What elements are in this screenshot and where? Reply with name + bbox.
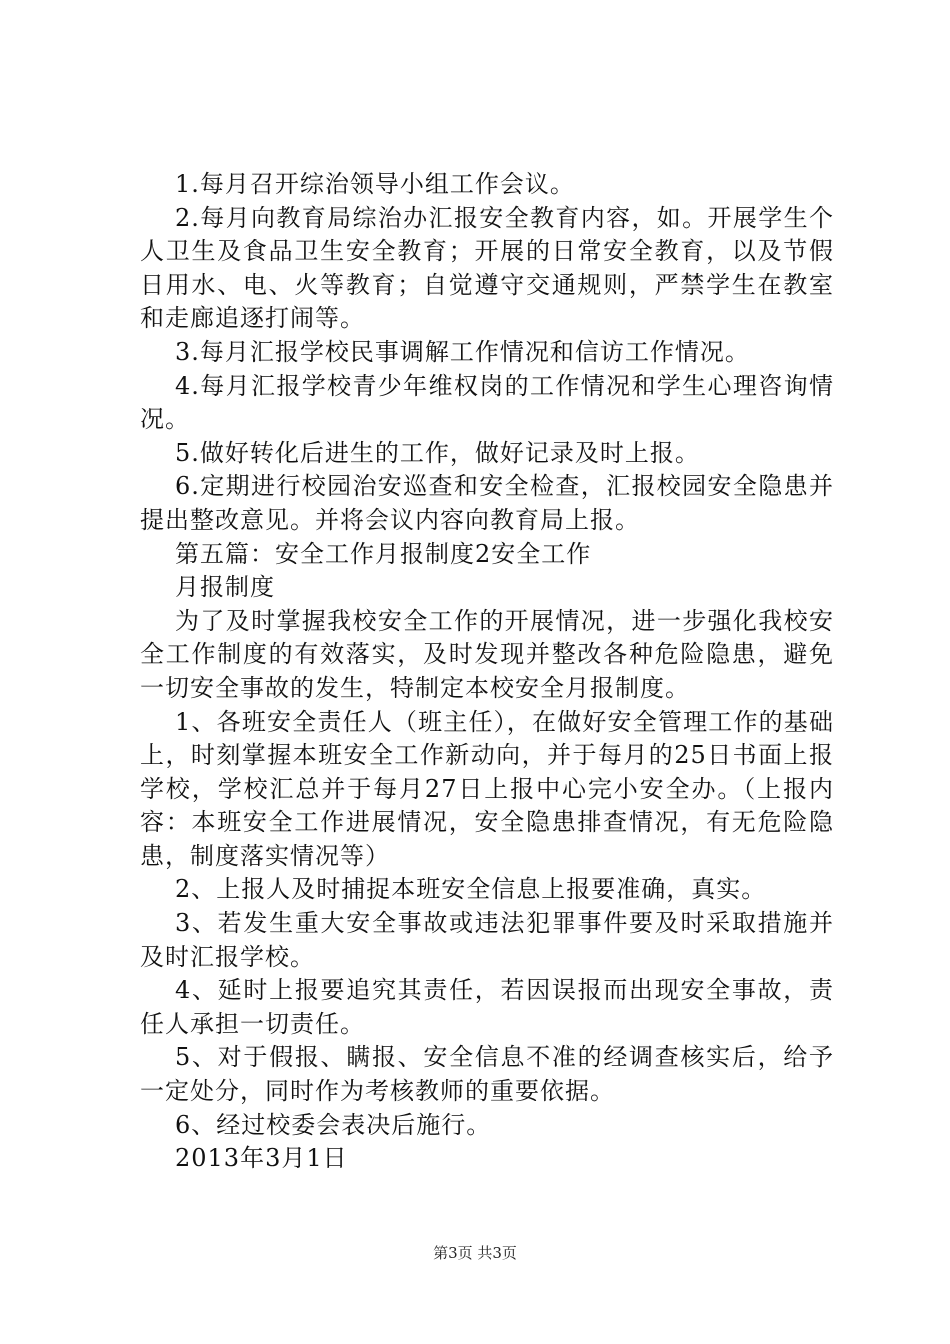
paragraph-item-3: 3.每月汇报学校民事调解工作情况和信访工作情况。 (175, 337, 750, 366)
page-footer: 第3页 共3页 (433, 1244, 517, 1262)
rule-item-5: 5、对于假报、瞒报、安全信息不准的经调查核实后，给予一定处分，同时作为考核教师的重要依据。 (140, 1043, 834, 1106)
section-heading: 第五篇：安全工作月报制度2安全工作 (175, 539, 592, 568)
document-body (140, 168, 834, 1176)
paragraph-item-4: 4.每月汇报学校青少年维权岗的工作情况和学生心理咨询情况。 (140, 371, 834, 434)
paragraph-item-2: 2.每月向教育局综治办汇报安全教育内容，如。开展学生个人卫生及食品卫生安全教育；开展的日常安全教育，以及节假日用水、电、火等教育；自觉遵守交通规则，严禁学生在教室和走廊追逐打闹等。 (140, 203, 834, 333)
rule-item-4: 4、延时上报要追究其责任，若因误报而出现安全事故，责任人承担一切责任。 (140, 976, 834, 1038)
section-heading-continued: 月报制度 (175, 573, 275, 602)
rule-item-3: 3、若发生重大安全事故或违法犯罪事件要及时采取措施并及时汇报学校。 (140, 909, 834, 971)
paragraph-item-5: 5.做好转化后进生的工作，做好记录及时上报。 (175, 438, 700, 467)
rule-item-2: 2、上报人及时捕捉本班安全信息上报要准确，真实。 (175, 875, 767, 904)
paragraph-item-6: 6.定期进行校园治安巡查和安全检查，汇报校园安全隐患并提出整改意见。并将会议内容向教育局上报。 (140, 472, 834, 534)
document-date: 2013年3月1日 (175, 1144, 348, 1173)
paragraph-item-1: 1.每月召开综治领导小组工作会议。 (175, 170, 575, 198)
rule-item-1: 1、各班安全责任人（班主任），在做好安全管理工作的基础上，时刻掌握本班安全工作新动向，并于每月的25日书面上报学校，学校汇总并于每月27日上报中心完小安全办。（上报内容：本班安全工作进展情况，安全隐患排查情况，有无危险隐患，制度落实情况等） (140, 707, 834, 870)
rule-item-6: 6、经过校委会表决后施行。 (175, 1110, 492, 1139)
intro-paragraph: 为了及时掌握我校安全工作的开展情况，进一步强化我校安全工作制度的有效落实，及时发现并整改各种危险隐患，避免一切安全事故的发生，特制定本校安全月报制度。 (140, 606, 834, 702)
